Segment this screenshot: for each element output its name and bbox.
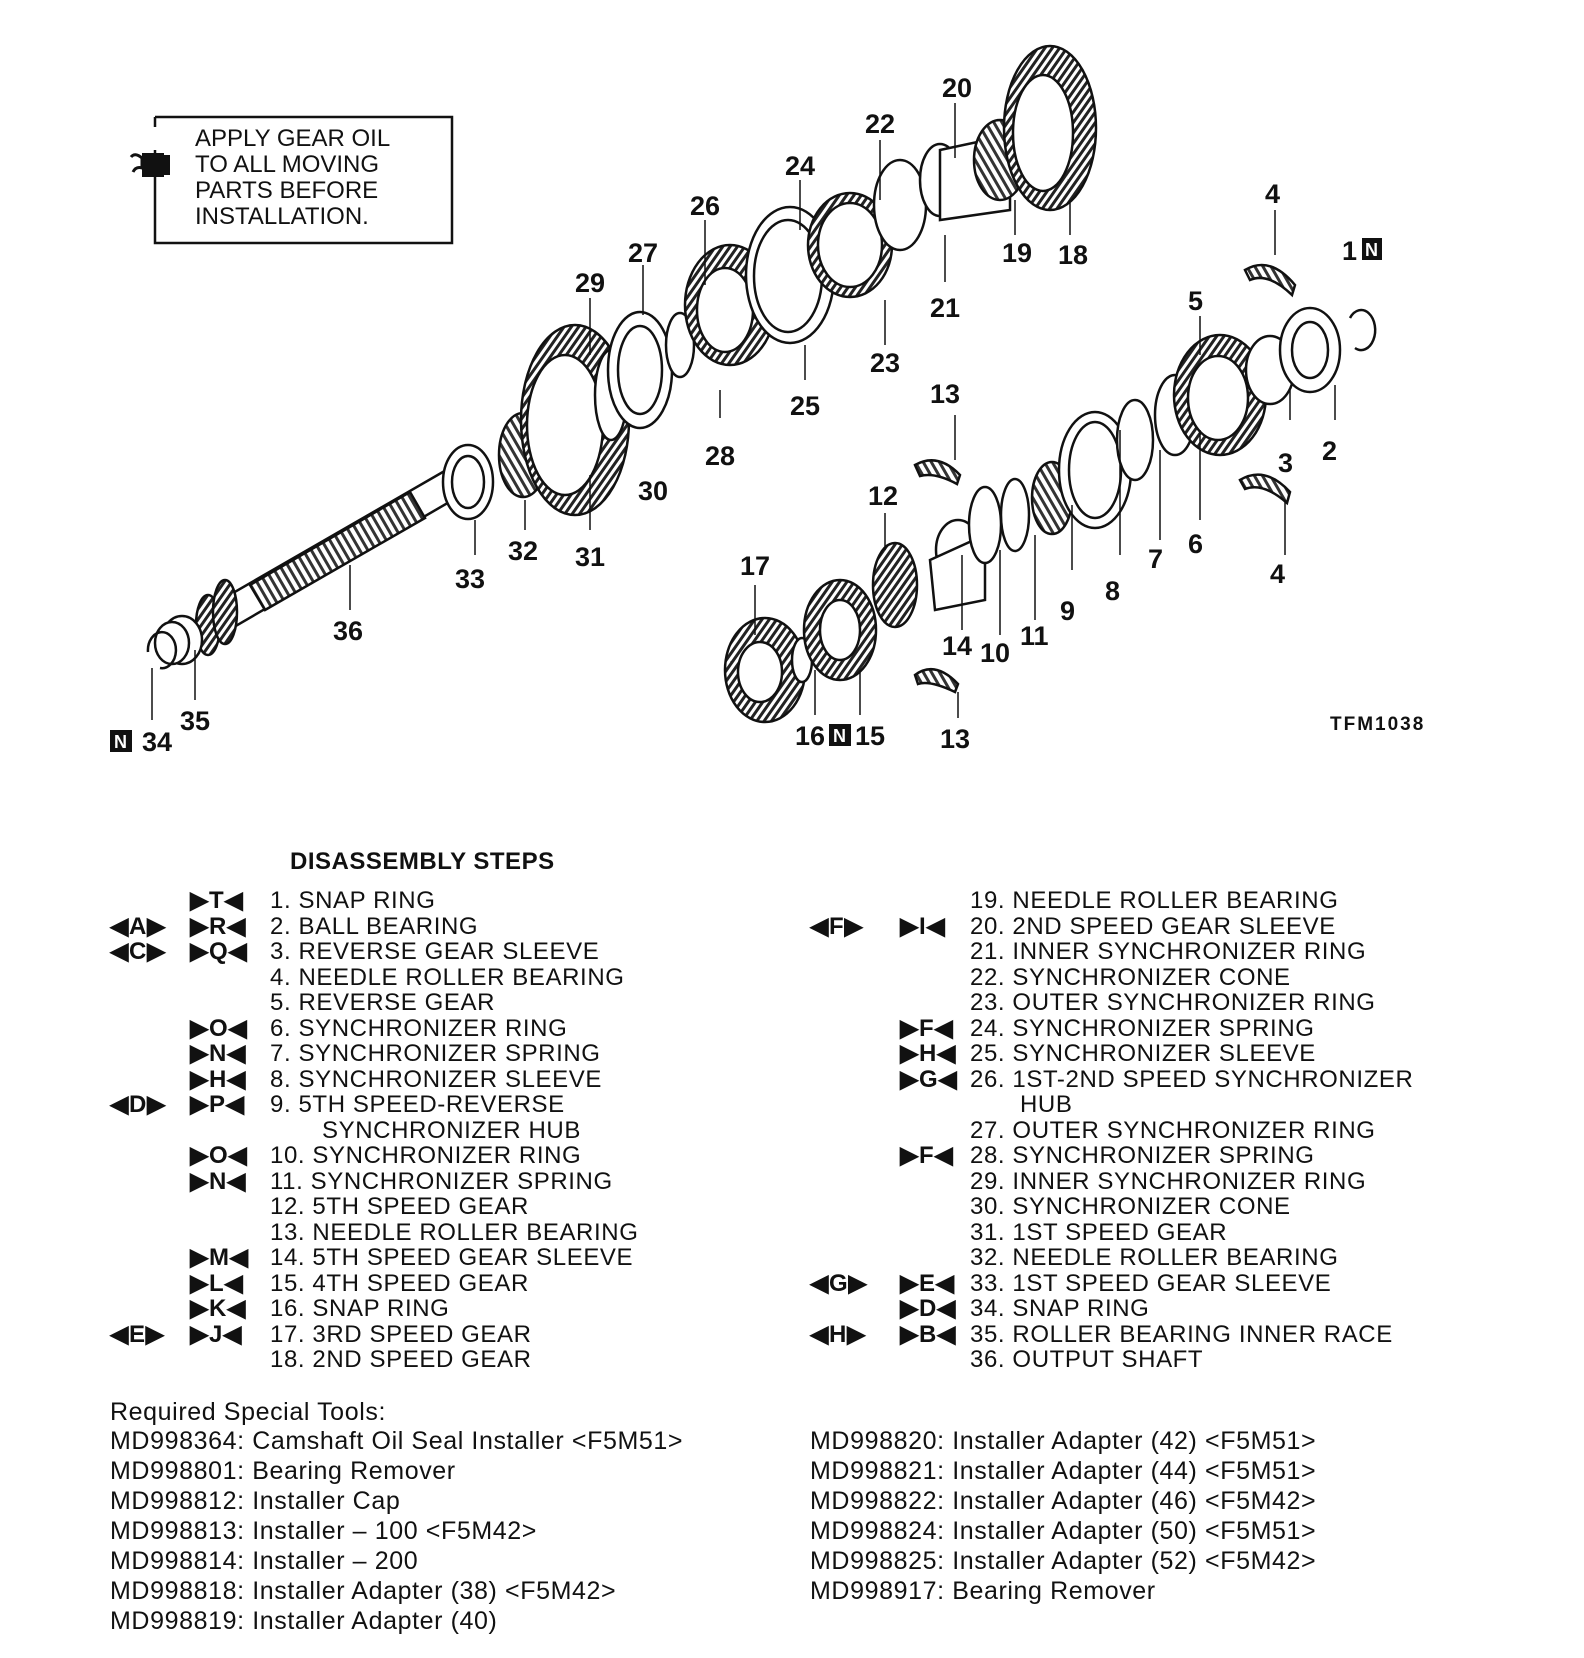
special-tools-title: Required Special Tools: xyxy=(110,1398,386,1426)
n-badge-34 xyxy=(110,730,132,752)
n-badge-34-label: N xyxy=(114,732,127,752)
step-text: 18. 2ND SPEED GEAR xyxy=(270,1346,532,1373)
disassembly-step xyxy=(810,1296,1570,1322)
step-text: 21. INNER SYNCHRONIZER RING xyxy=(970,938,1367,965)
special-tool-item: MD998917: Bearing Remover xyxy=(810,1577,1156,1605)
step-marker-a: ◀E▶ xyxy=(110,1320,165,1348)
disassembly-steps-title: DISASSEMBLY STEPS xyxy=(290,848,555,875)
disassembly-step xyxy=(110,1092,810,1118)
step-marker-b: ▶K◀ xyxy=(190,1295,247,1322)
callout-15: 15 xyxy=(855,721,886,751)
step-text: 5. REVERSE GEAR xyxy=(270,989,496,1016)
step-text: 13. NEEDLE ROLLER BEARING xyxy=(270,1218,639,1246)
callout-5: 5 xyxy=(1188,286,1204,316)
step-text: 9. 5TH SPEED-REVERSE xyxy=(270,1091,565,1118)
callout-36: 36 xyxy=(333,616,364,646)
gear-cluster-assembly xyxy=(725,265,1375,722)
step-marker-b: ▶E◀ xyxy=(900,1269,955,1297)
disassembly-step xyxy=(810,1271,1570,1297)
step-marker-b: ▶H◀ xyxy=(900,1040,957,1067)
disassembly-step xyxy=(810,1041,1570,1067)
special-tool-item: MD998824: Installer Adapter (50) <F5M51> xyxy=(810,1517,1317,1545)
callout-17: 17 xyxy=(740,551,771,581)
oil-can-icon xyxy=(131,153,170,177)
disassembly-step xyxy=(110,939,810,965)
step-text: 3. REVERSE GEAR SLEEVE xyxy=(270,938,600,965)
step-text: 2. BALL BEARING xyxy=(270,912,479,940)
n-badge-1 xyxy=(1362,238,1382,260)
callout-34: 34 xyxy=(142,727,173,757)
disassembly-step xyxy=(810,1322,1570,1348)
step-marker-b: ▶T◀ xyxy=(190,887,244,914)
callout-9: 9 xyxy=(1060,596,1076,626)
callout-29: 29 xyxy=(575,268,606,298)
disassembly-step xyxy=(110,1220,810,1246)
step-text: 11. SYNCHRONIZER SPRING xyxy=(270,1167,613,1195)
step-marker-a: ◀A▶ xyxy=(110,912,167,940)
special-tools-left xyxy=(110,1426,683,1636)
step-text: 30. SYNCHRONIZER CONE xyxy=(970,1193,1291,1220)
disassembly-step xyxy=(810,914,1570,940)
special-tool-item: MD998819: Installer Adapter (40) xyxy=(110,1607,498,1635)
callout-30: 30 xyxy=(638,476,669,506)
disassembly-step xyxy=(810,888,1570,914)
step-marker-b: ▶F◀ xyxy=(900,1014,954,1042)
callout-25: 25 xyxy=(790,391,821,421)
disassembly-step xyxy=(110,1194,810,1220)
note-line-3: PARTS BEFORE xyxy=(195,177,379,204)
step-text: 36. OUTPUT SHAFT xyxy=(970,1346,1204,1373)
step-marker-a: ◀C▶ xyxy=(110,938,167,965)
disassembly-steps-left xyxy=(110,888,810,1373)
step-text: SYNCHRONIZER HUB xyxy=(322,1116,581,1144)
note-box xyxy=(131,117,452,243)
note-line-4: INSTALLATION. xyxy=(195,203,369,230)
callout-8: 8 xyxy=(1105,576,1121,606)
callout-4-top: 4 xyxy=(1265,179,1281,209)
special-tool-item: MD998813: Installer – 100 <F5M42> xyxy=(110,1517,537,1545)
disassembly-step xyxy=(810,1092,1570,1118)
step-text: 16. SNAP RING xyxy=(270,1295,450,1322)
step-text: 8. SYNCHRONIZER SLEEVE xyxy=(270,1065,602,1093)
step-text: 33. 1ST SPEED GEAR SLEEVE xyxy=(970,1269,1332,1297)
callout-27: 27 xyxy=(628,238,659,268)
disassembly-step xyxy=(110,1169,810,1195)
step-text: 27. OUTER SYNCHRONIZER RING xyxy=(970,1116,1376,1144)
disassembly-step xyxy=(810,1118,1570,1144)
callout-13-top: 13 xyxy=(930,379,961,409)
step-text: 15. 4TH SPEED GEAR xyxy=(270,1269,529,1297)
disassembly-step xyxy=(110,1271,810,1297)
step-text: 23. OUTER SYNCHRONIZER RING xyxy=(970,989,1376,1016)
disassembly-step xyxy=(110,1041,810,1067)
callout-2: 2 xyxy=(1322,436,1338,466)
callout-35: 35 xyxy=(180,706,211,736)
figure-id: TFM1038 xyxy=(1330,714,1426,735)
step-marker-b: ▶M◀ xyxy=(190,1244,249,1271)
disassembly-step xyxy=(810,990,1570,1016)
step-text: 20. 2ND SPEED GEAR SLEEVE xyxy=(970,912,1336,940)
disassembly-step xyxy=(810,1143,1570,1169)
disassembly-steps-right xyxy=(810,888,1570,1373)
special-tool-item: MD998812: Installer Cap xyxy=(110,1487,401,1515)
disassembly-step xyxy=(810,939,1570,965)
step-marker-b: ▶B◀ xyxy=(900,1320,957,1348)
special-tool-item: MD998825: Installer Adapter (52) <F5M42> xyxy=(810,1547,1317,1575)
special-tools-right xyxy=(810,1426,1316,1606)
step-text: 4. NEEDLE ROLLER BEARING xyxy=(270,963,625,991)
disassembly-step xyxy=(110,1322,810,1348)
step-marker-b: ▶Q◀ xyxy=(190,938,248,965)
callout-19: 19 xyxy=(1002,238,1033,268)
special-tool-item: MD998818: Installer Adapter (38) <F5M42> xyxy=(110,1577,617,1605)
step-marker-b: ▶D◀ xyxy=(900,1295,957,1322)
step-text: 26. 1ST-2ND SPEED SYNCHRONIZER xyxy=(970,1065,1414,1093)
special-tool-item: MD998821: Installer Adapter (44) <F5M51> xyxy=(810,1457,1317,1485)
disassembly-step xyxy=(810,1245,1570,1271)
callout-4-bottom: 4 xyxy=(1270,559,1286,589)
step-text: 10. SYNCHRONIZER RING xyxy=(270,1142,582,1169)
callout-21: 21 xyxy=(930,293,961,323)
step-marker-b: ▶L◀ xyxy=(190,1269,244,1297)
n-badge-15 xyxy=(829,724,851,746)
callout-11: 11 xyxy=(1020,621,1049,651)
disassembly-step xyxy=(810,1016,1570,1042)
disassembly-step xyxy=(110,1347,810,1373)
step-marker-b: ▶H◀ xyxy=(190,1065,247,1093)
callout-23: 23 xyxy=(870,348,901,378)
callout-33: 33 xyxy=(455,564,486,594)
callout-7: 7 xyxy=(1148,544,1164,574)
step-marker-a: ◀G▶ xyxy=(810,1269,868,1297)
callout-6: 6 xyxy=(1188,529,1204,559)
step-marker-b: ▶R◀ xyxy=(190,912,247,940)
step-text: 25. SYNCHRONIZER SLEEVE xyxy=(970,1040,1316,1067)
step-text: 22. SYNCHRONIZER CONE xyxy=(970,963,1291,991)
disassembly-step xyxy=(110,1016,810,1042)
special-tool-item: MD998801: Bearing Remover xyxy=(110,1457,456,1485)
step-marker-b: ▶J◀ xyxy=(190,1320,243,1348)
step-text: 28. SYNCHRONIZER SPRING xyxy=(970,1142,1315,1169)
step-marker-b: ▶F◀ xyxy=(900,1142,954,1169)
step-text: HUB xyxy=(1020,1091,1073,1118)
step-marker-b: ▶N◀ xyxy=(190,1167,247,1195)
callout-13-bottom: 13 xyxy=(940,724,971,754)
disassembly-step xyxy=(110,888,810,914)
callout-3: 3 xyxy=(1278,448,1294,478)
step-text: 32. NEEDLE ROLLER BEARING xyxy=(970,1244,1339,1271)
disassembly-step xyxy=(110,914,810,940)
disassembly-step xyxy=(110,990,810,1016)
callout-18: 18 xyxy=(1058,240,1089,270)
step-marker-a: ◀D▶ xyxy=(110,1091,167,1118)
note-line-1: APPLY GEAR OIL xyxy=(195,125,391,152)
callout-24: 24 xyxy=(785,151,816,181)
disassembly-step xyxy=(110,1245,810,1271)
step-text: 14. 5TH SPEED GEAR SLEEVE xyxy=(270,1244,634,1271)
step-text: 1. SNAP RING xyxy=(270,887,436,914)
step-marker-b: ▶N◀ xyxy=(190,1040,247,1067)
disassembly-step xyxy=(110,1296,810,1322)
step-text: 7. SYNCHRONIZER SPRING xyxy=(270,1040,601,1067)
callout-31: 31 xyxy=(575,542,606,572)
step-text: 6. SYNCHRONIZER RING xyxy=(270,1014,568,1042)
disassembly-step xyxy=(110,1143,810,1169)
special-tool-item: MD998822: Installer Adapter (46) <F5M42> xyxy=(810,1487,1317,1515)
step-marker-b: ▶G◀ xyxy=(900,1065,958,1093)
exploded-view-diagram xyxy=(0,0,1584,820)
callout-16: 16 xyxy=(795,721,826,751)
disassembly-step xyxy=(810,1347,1570,1373)
step-text: 17. 3RD SPEED GEAR xyxy=(270,1320,532,1348)
step-marker-a: ◀F▶ xyxy=(810,912,864,940)
step-text: 12. 5TH SPEED GEAR xyxy=(270,1193,529,1220)
callout-22: 22 xyxy=(865,109,896,139)
disassembly-step xyxy=(810,965,1570,991)
disassembly-step xyxy=(810,1169,1570,1195)
disassembly-step xyxy=(810,1220,1570,1246)
note-line-2: TO ALL MOVING xyxy=(195,151,380,178)
callout-32: 32 xyxy=(508,536,539,566)
n-badge-1-label: N xyxy=(1365,240,1378,260)
callout-12: 12 xyxy=(868,481,899,511)
disassembly-step xyxy=(110,1118,810,1144)
step-marker-a: ◀H▶ xyxy=(810,1320,867,1348)
special-tool-item: MD998364: Camshaft Oil Seal Installer <F5M51> xyxy=(110,1427,684,1455)
disassembly-step xyxy=(110,1067,810,1093)
step-text: 29. INNER SYNCHRONIZER RING xyxy=(970,1167,1367,1195)
disassembly-step xyxy=(810,1067,1570,1093)
disassembly-step xyxy=(810,1194,1570,1220)
special-tool-item: MD998820: Installer Adapter (42) <F5M51> xyxy=(810,1427,1317,1455)
step-marker-b: ▶P◀ xyxy=(190,1091,245,1118)
step-text: 31. 1ST SPEED GEAR xyxy=(970,1218,1228,1246)
step-marker-b: ▶O◀ xyxy=(190,1142,248,1169)
callout-14: 14 xyxy=(942,631,973,661)
callout-1: 1 xyxy=(1342,236,1358,266)
callout-28: 28 xyxy=(705,441,736,471)
step-text: 19. NEEDLE ROLLER BEARING xyxy=(970,887,1339,914)
step-marker-b: ▶I◀ xyxy=(900,912,946,940)
step-marker-b: ▶O◀ xyxy=(190,1014,248,1042)
callout-20: 20 xyxy=(942,73,973,103)
callout-26: 26 xyxy=(690,191,721,221)
n-badge-15-label: N xyxy=(833,726,846,746)
callout-10: 10 xyxy=(980,638,1011,668)
step-text: 24. SYNCHRONIZER SPRING xyxy=(970,1014,1315,1042)
step-text: 35. ROLLER BEARING INNER RACE xyxy=(970,1320,1393,1348)
step-text: 34. SNAP RING xyxy=(970,1295,1150,1322)
special-tool-item: MD998814: Installer – 200 xyxy=(110,1547,419,1575)
disassembly-step xyxy=(110,965,810,991)
